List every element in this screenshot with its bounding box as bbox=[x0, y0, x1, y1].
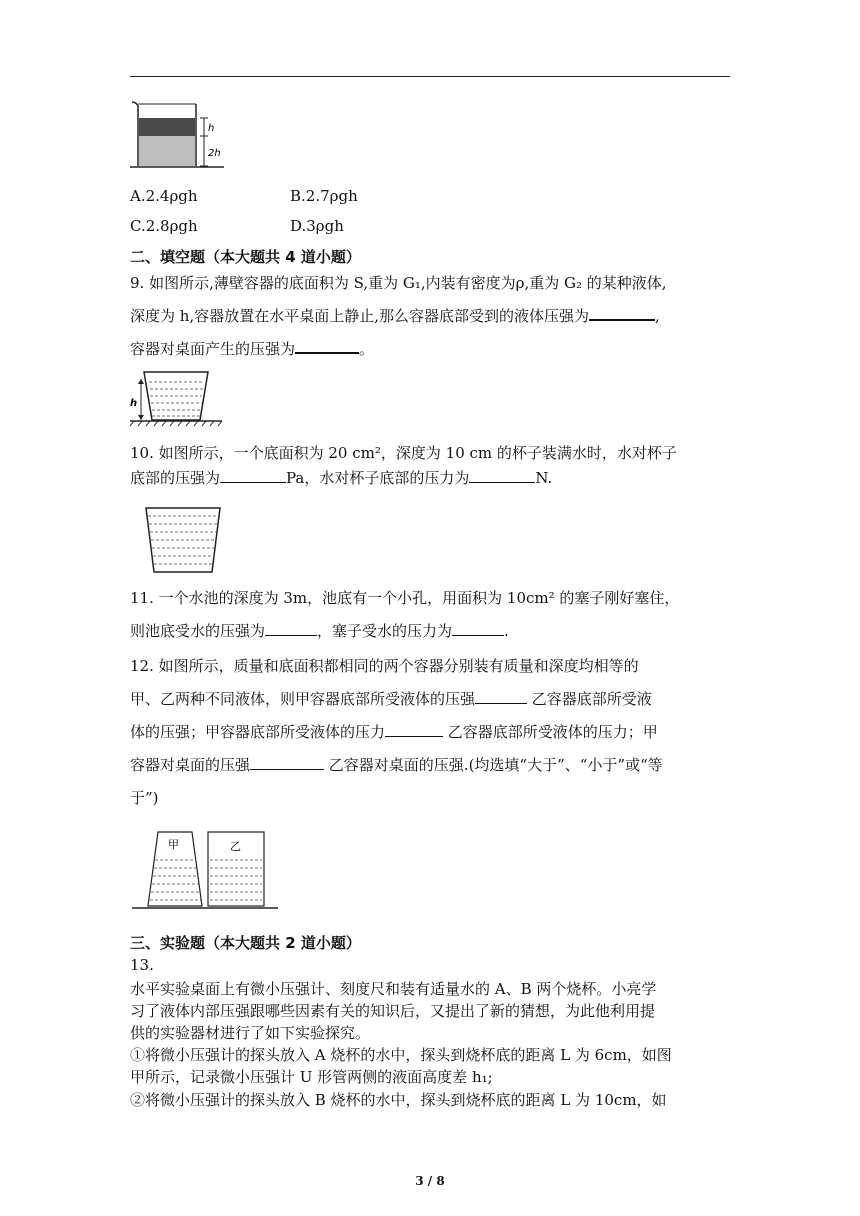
q9-answer-blank-2[interactable] bbox=[295, 338, 359, 354]
q12-containers-figure bbox=[130, 826, 280, 916]
q11-line2-end: . bbox=[504, 622, 509, 640]
q9-line2-text: 深度为 h,容器放置在水平桌面上静止,那么容器底部受到的液体压强为 bbox=[130, 307, 589, 325]
q13-line5: 甲所示，记录微小压强计 U 形管两侧的液面高度差 h₁; bbox=[130, 1068, 493, 1086]
q11-line2-text: 则池底受水的压强为 bbox=[130, 622, 266, 640]
q12-line3-end: 乙容器底部所受液体的压力；甲 bbox=[447, 723, 658, 741]
q10-line1: 10. 如图所示，一个底面积为 20 cm²，深度为 10 cm 的杯子装满水时，水对杯子 bbox=[130, 444, 677, 462]
q9-line1: 9. 如图所示,薄壁容器的底面积为 S,重为 G₁,内装有密度为ρ,重为 G₂ 的某种液体, bbox=[130, 274, 667, 292]
q11-answer-blank-1[interactable] bbox=[265, 621, 317, 636]
q9-line3 bbox=[130, 338, 374, 359]
q10-answer-blank-2[interactable] bbox=[469, 468, 535, 483]
page-number: 3 / 8 bbox=[415, 1174, 445, 1188]
q8-container-figure bbox=[128, 100, 228, 172]
q12-line4-end: (均选填“大于”、“小于”或“等 bbox=[468, 756, 663, 774]
q8-option-b: B.2.7ρgh bbox=[290, 187, 358, 205]
q12-line4 bbox=[130, 754, 663, 775]
q13-line3: 供的实验器材进行了如下实验探究。 bbox=[130, 1024, 371, 1042]
q12-label-yi: 乙 bbox=[230, 840, 241, 853]
q8-label-h: h bbox=[208, 123, 215, 134]
q11-line1: 11. 一个水池的深度为 3m，池底有一个小孔，用面积为 10cm² 的塞子刚好塞住， bbox=[130, 589, 680, 607]
q9-container-figure bbox=[128, 366, 223, 428]
q13-line6: ②将微小压强计的探头放入 B 烧杯的水中，探头到烧杯底的距离 L 为 10cm，如 bbox=[130, 1091, 667, 1109]
q10-line2-mid: Pa，水对杯子底部的压力为 bbox=[286, 469, 470, 487]
q12-line3-text: 体的压强；甲容器底部所受液体的压力 bbox=[130, 723, 386, 741]
q12-label-jia: 甲 bbox=[168, 838, 179, 851]
q12-line5: 于”) bbox=[130, 789, 159, 807]
q13-line2: 习了液体内部压强跟哪些因素有关的知识后，又提出了新的猜想，为此他利用提 bbox=[130, 1002, 656, 1020]
q8-upper-liquid bbox=[139, 118, 195, 136]
q8-label-2h: 2h bbox=[208, 148, 221, 159]
q12-line4-mid: 乙容器对桌面的压强. bbox=[328, 756, 469, 774]
q12-line1: 12. 如图所示，质量和底面积都相同的两个容器分别装有质量和深度均相等的 bbox=[130, 657, 639, 675]
section2-heading: 二、填空题（本大题共 4 道小题） bbox=[130, 248, 361, 266]
q12-line2-text: 甲、乙两种不同液体，则甲容器底部所受液体的压强 bbox=[130, 690, 476, 708]
q12-line2 bbox=[130, 688, 652, 709]
q9-line2-comma: , bbox=[654, 307, 660, 325]
q10-line2 bbox=[130, 467, 552, 488]
q9-label-h: h bbox=[130, 398, 138, 409]
q10-cup-figure bbox=[142, 504, 224, 576]
header-rule bbox=[130, 76, 730, 77]
q10-answer-blank-1[interactable] bbox=[220, 468, 286, 483]
q13-number: 13. bbox=[130, 956, 154, 974]
q11-line2-mid: ，塞子受水的压力为 bbox=[317, 622, 453, 640]
q12-line4-text: 容器对桌面的压强 bbox=[130, 756, 251, 774]
q10-line2-text: 底部的压强为 bbox=[130, 469, 221, 487]
q8-option-a: A.2.4ρgh bbox=[130, 187, 198, 205]
q13-line4: ①将微小压强计的探头放入 A 烧杯的水中，探头到烧杯底的距离 L 为 6cm，如图 bbox=[130, 1046, 672, 1064]
section3-heading: 三、实验题（本大题共 2 道小题） bbox=[130, 934, 361, 952]
q9-line3-text: 容器对桌面产生的压强为 bbox=[130, 340, 296, 358]
q12-line2-end: 乙容器底部所受液 bbox=[531, 690, 652, 708]
q8-lower-liquid bbox=[139, 136, 195, 166]
q11-answer-blank-2[interactable] bbox=[452, 621, 504, 636]
q12-line3 bbox=[130, 721, 658, 742]
q9-line3-end: 。 bbox=[359, 340, 375, 358]
q9-line2 bbox=[130, 305, 660, 326]
q11-line2 bbox=[130, 620, 509, 641]
q10-line2-end: N. bbox=[535, 469, 553, 487]
q8-option-c: C.2.8ρgh bbox=[130, 217, 198, 235]
q12-answer-blank-3[interactable] bbox=[250, 755, 324, 770]
q12-answer-blank-1[interactable] bbox=[475, 689, 527, 704]
q9-answer-blank-1[interactable] bbox=[589, 305, 655, 321]
q12-answer-blank-2[interactable] bbox=[385, 722, 443, 737]
q8-option-d: D.3ρgh bbox=[290, 217, 344, 235]
q13-line1: 水平实验桌面上有微小压强计、刻度尺和装有适量水的 A、B 两个烧杯。小亮学 bbox=[130, 980, 657, 998]
